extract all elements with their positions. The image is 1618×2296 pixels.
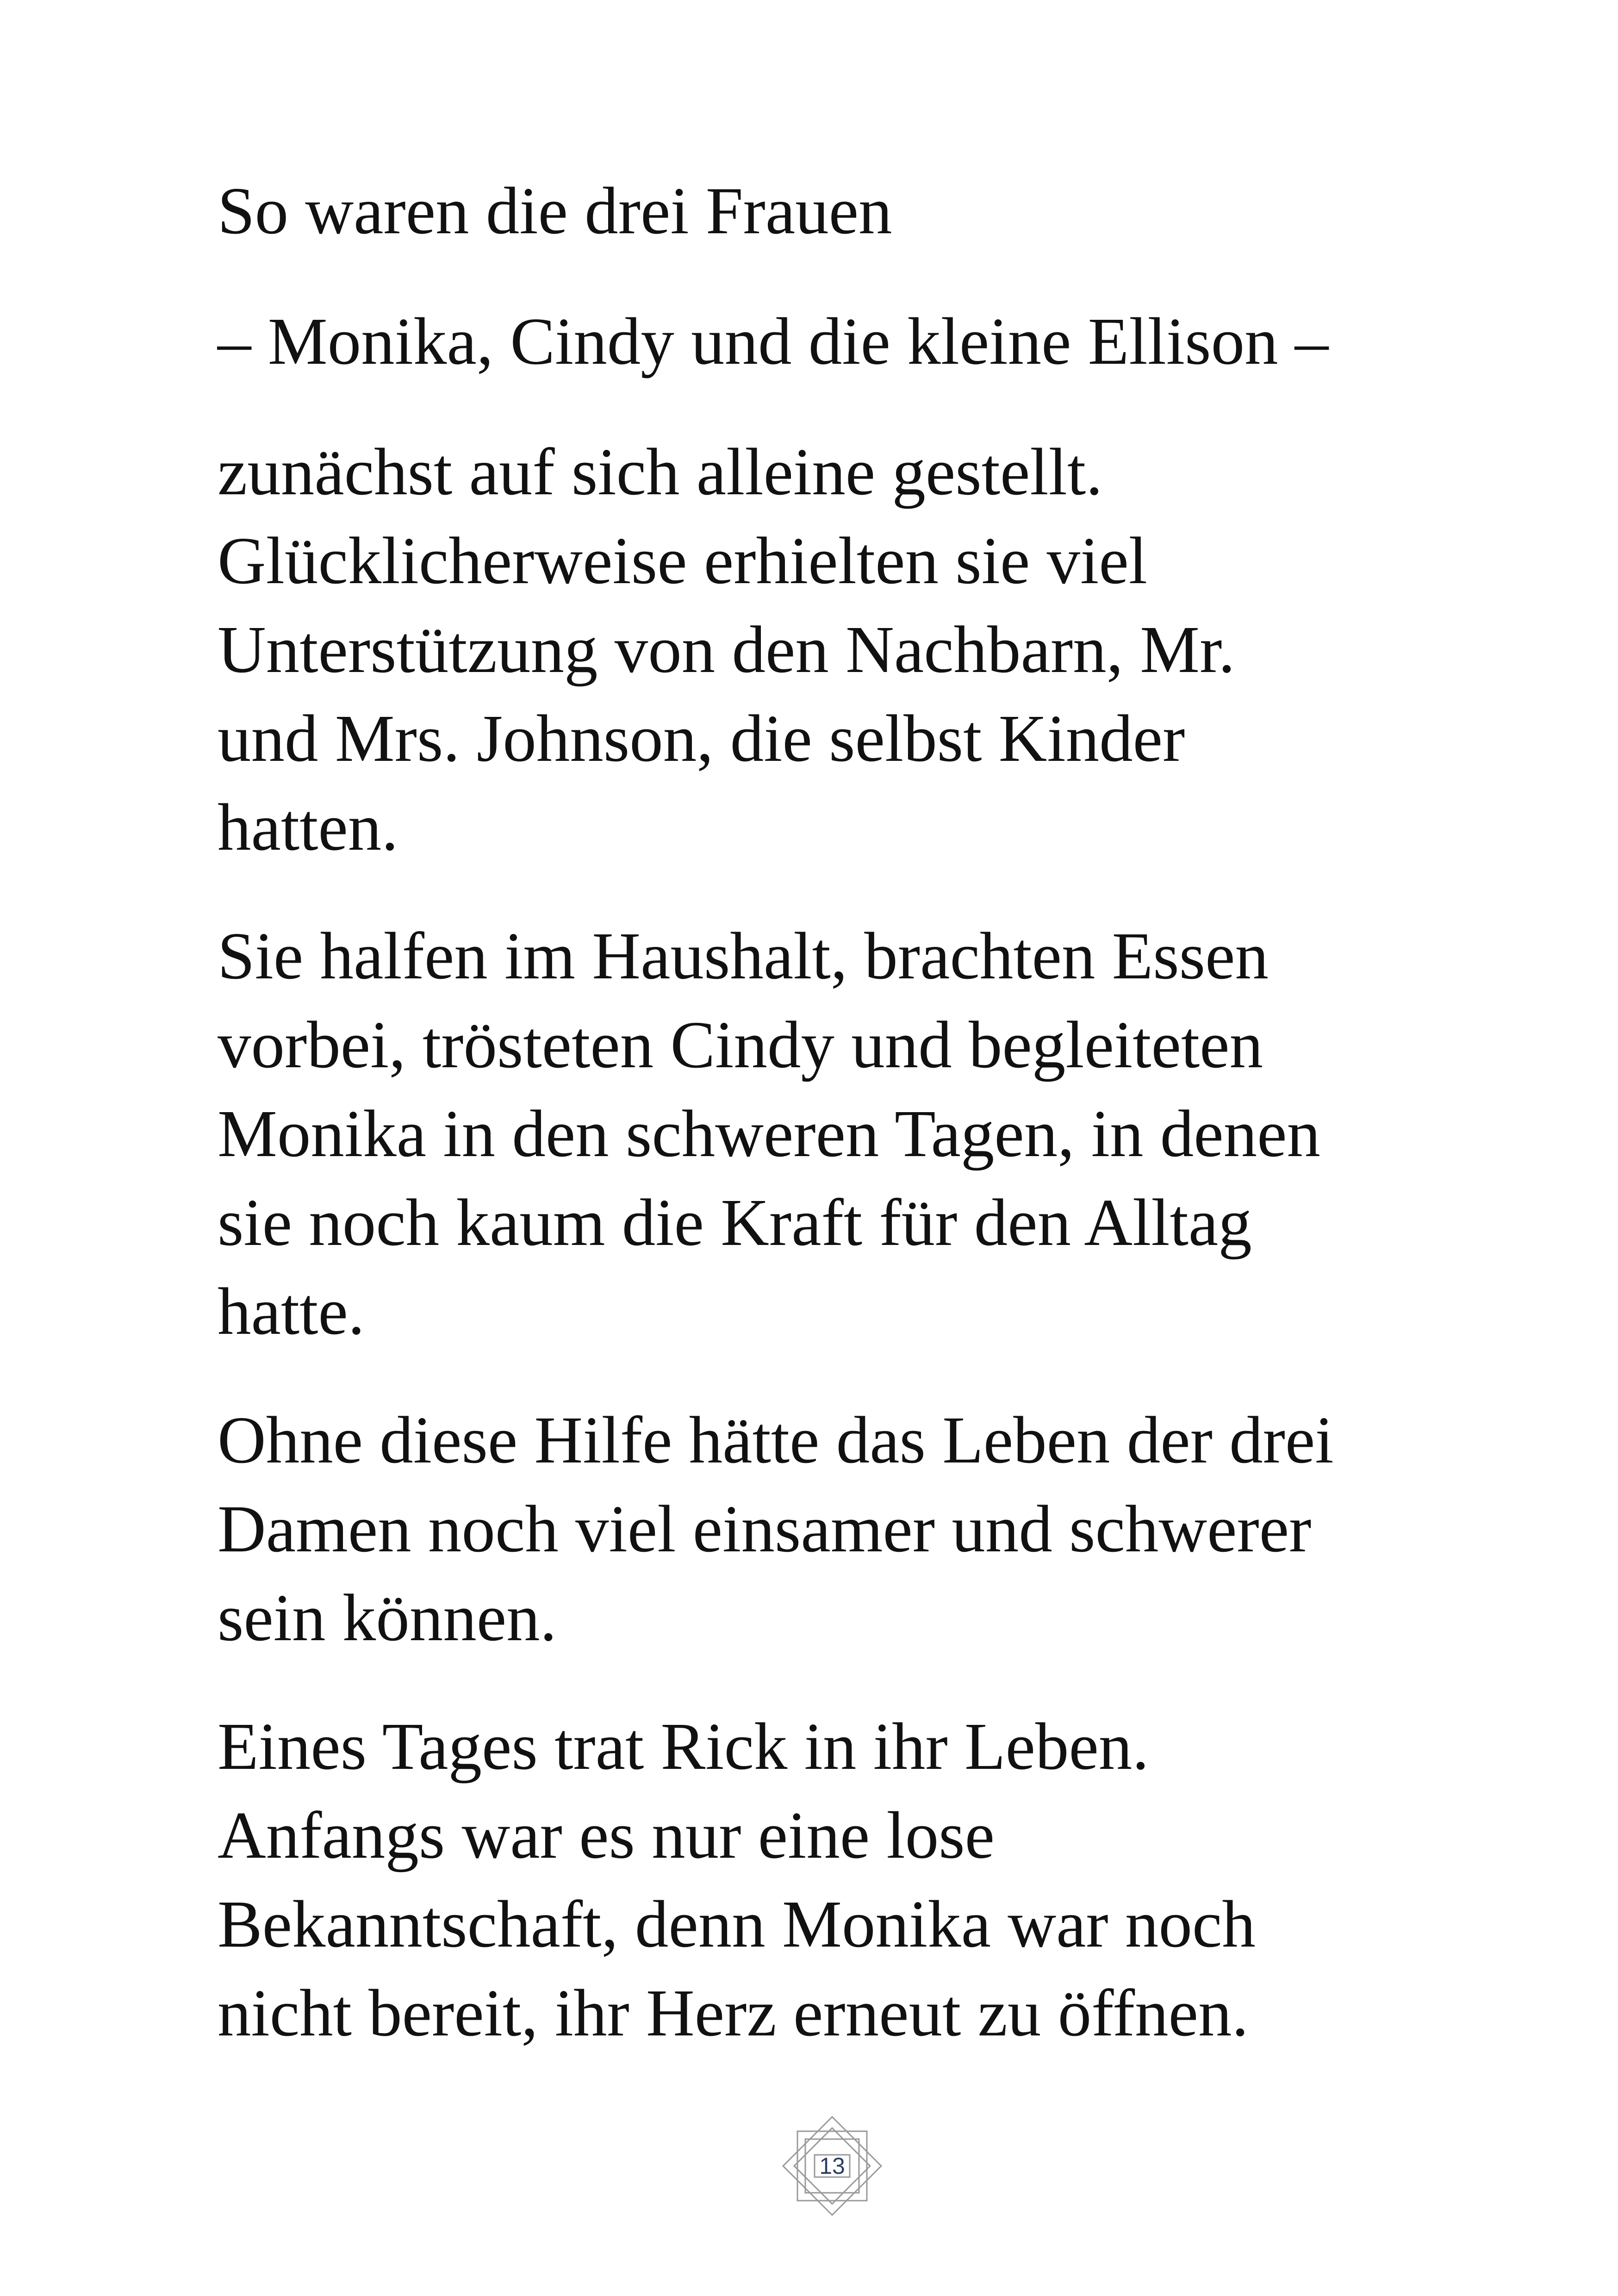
- paragraph-4-line-2: vorbei, trösteten Cindy und begleiteten: [218, 1008, 1263, 1082]
- paragraph-3-line-3: Unterstützung von den Nachbarn, Mr.: [218, 613, 1235, 687]
- body-text: [218, 167, 1513, 2058]
- paragraph-4-line-4: sie noch kaum die Kraft für den Alltag: [218, 1186, 1252, 1260]
- paragraph-6-line-2: Anfangs war es nur eine lose: [218, 1798, 995, 1873]
- paragraph-3-line-5: hatten.: [218, 790, 398, 865]
- paragraph-3-line-1: zunächst auf sich alleine gestellt.: [218, 435, 1103, 509]
- paragraph-3-line-4: und Mrs. Johnson, die selbst Kinder: [218, 702, 1185, 776]
- paragraph-5-line-2: Damen noch viel einsamer und schwerer: [218, 1492, 1312, 1566]
- paragraph-3-line-2: Glücklicherweise erhielten sie viel: [218, 524, 1148, 598]
- paragraph-6-line-3: Bekanntschaft, denn Monika war noch: [218, 1887, 1256, 1961]
- page-number-badge: [777, 2110, 888, 2221]
- paragraph-5-line-1: Ohne diese Hilfe hätte das Leben der drei: [218, 1403, 1334, 1477]
- page-number: 13: [819, 2153, 845, 2179]
- paragraph-2-line-1: – Monika, Cindy und die kleine Ellison –: [218, 305, 1329, 379]
- paragraph-4-line-3: Monika in den schweren Tagen, in denen: [218, 1097, 1321, 1171]
- paragraph-5-line-3: sein können.: [218, 1581, 557, 1655]
- paragraph-6-line-4: nicht bereit, ihr Herz erneut zu öffnen.: [218, 1976, 1249, 2050]
- paragraph-4-line-5: hatte.: [218, 1275, 365, 1349]
- paragraph-6-line-1: Eines Tages trat Rick in ihr Leben.: [218, 1710, 1149, 1784]
- paragraph-1-line-1: So waren die drei Frauen: [218, 174, 892, 248]
- paragraph-4-line-1: Sie halfen im Haushalt, brachten Essen: [218, 919, 1269, 993]
